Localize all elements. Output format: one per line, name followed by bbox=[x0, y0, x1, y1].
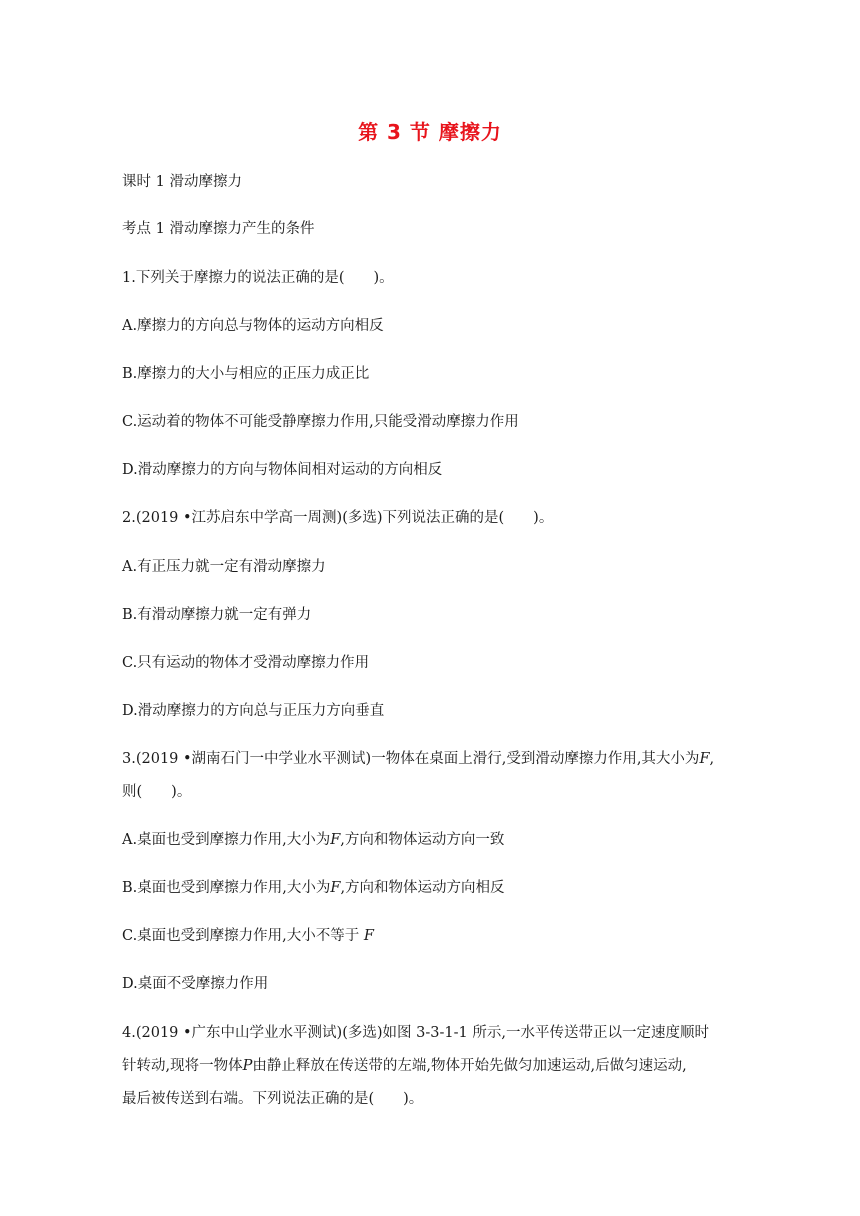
question-2-option-b: B.有滑动摩擦力就一定有弹力 bbox=[122, 607, 312, 623]
question-4-stem-line-2 bbox=[122, 1056, 687, 1076]
question-3-option-c bbox=[122, 926, 374, 946]
page-title: 第 3 节 摩擦力 bbox=[358, 120, 502, 144]
question-3-stem-comma: , bbox=[709, 751, 715, 767]
question-1-stem: 1.下列关于摩擦力的说法正确的是( )。 bbox=[122, 270, 394, 286]
question-2-option-c: C.只有运动的物体才受滑动摩擦力作用 bbox=[122, 655, 370, 671]
question-3-stem-line-1 bbox=[122, 749, 714, 769]
question-2-stem: 2.(2019 •江苏启东中学高一周测)(多选)下列说法正确的是( )。 bbox=[122, 510, 554, 526]
question-3-option-b-text: B.桌面也受到摩擦力作用,大小为 bbox=[122, 880, 331, 896]
question-4-stem-line-2-tail: 由静止释放在传送带的左端,物体开始先做匀加速运动,后做匀速运动, bbox=[252, 1058, 687, 1074]
question-3-option-a bbox=[122, 830, 504, 850]
question-1-option-d: D.滑动摩擦力的方向与物体间相对运动的方向相反 bbox=[122, 462, 443, 478]
question-1-option-a: A.摩擦力的方向总与物体的运动方向相反 bbox=[122, 318, 384, 334]
question-4-stem-line-1: 4.(2019 •广东中山学业水平测试)(多选)如图 3-3-1-1 所示,一水平传送带正以一定速度顺时 bbox=[122, 1025, 709, 1041]
variable-f: F bbox=[363, 928, 374, 944]
question-3-option-c-text: C.桌面也受到摩擦力作用,大小不等于 bbox=[122, 928, 360, 944]
question-3-option-b-tail: ,方向和物体运动方向相反 bbox=[340, 880, 505, 896]
variable-p: P bbox=[242, 1058, 253, 1074]
question-1-option-b: B.摩擦力的大小与相应的正压力成正比 bbox=[122, 366, 370, 382]
question-3-stem-line-2: 则( )。 bbox=[122, 784, 192, 800]
variable-f: F bbox=[330, 832, 341, 848]
variable-f: F bbox=[330, 880, 341, 896]
topic-heading: 考点 1 滑动摩擦力产生的条件 bbox=[122, 221, 315, 237]
question-1-option-c: C.运动着的物体不可能受静摩擦力作用,只能受滑动摩擦力作用 bbox=[122, 414, 519, 430]
question-2-option-a: A.有正压力就一定有滑动摩擦力 bbox=[122, 559, 326, 575]
question-3-option-a-tail: ,方向和物体运动方向一致 bbox=[340, 832, 505, 848]
question-3-option-a-text: A.桌面也受到摩擦力作用,大小为 bbox=[122, 832, 331, 848]
question-3-option-b bbox=[122, 878, 505, 898]
question-4-stem-line-2-text: 针转动,现将一物体 bbox=[122, 1058, 243, 1074]
lesson-heading: 课时 1 滑动摩擦力 bbox=[122, 174, 242, 190]
question-3-option-d: D.桌面不受摩擦力作用 bbox=[122, 976, 269, 992]
question-2-option-d: D.滑动摩擦力的方向总与正压力方向垂直 bbox=[122, 703, 385, 719]
variable-f: F bbox=[699, 751, 710, 767]
question-3-stem-text: 3.(2019 •湖南石门一中学业水平测试)一物体在桌面上滑行,受到滑动摩擦力作用,其大小为 bbox=[122, 751, 700, 767]
question-4-stem-line-3: 最后被传送到右端。下列说法正确的是( )。 bbox=[122, 1091, 424, 1107]
